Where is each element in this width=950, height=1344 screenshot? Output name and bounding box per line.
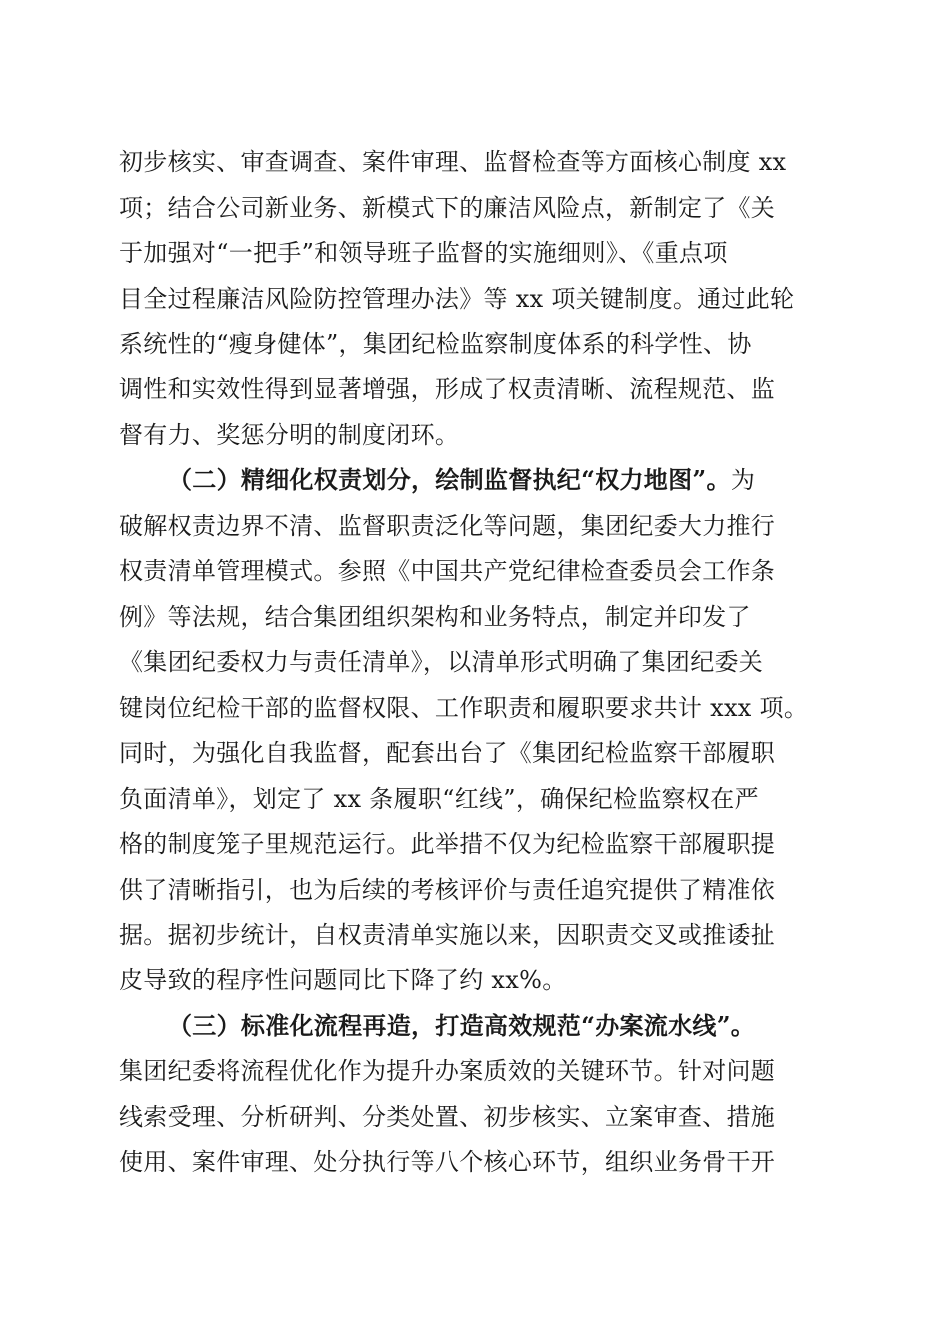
- paragraph-line: 供了清晰指引，也为后续的考核评价与责任追究提供了精准依: [119, 876, 776, 904]
- paragraph-line: 据。据初步统计，自权责清单实施以来，因职责交叉或推诿扯: [119, 921, 776, 949]
- paragraph-line: 线索受理、分析研判、分类处置、初步核实、立案审查、措施: [119, 1103, 776, 1131]
- paragraph-line: 初步核实、审查调查、案件审理、监督检查等方面核心制度 xx: [119, 148, 787, 176]
- section-heading-3: （三）标准化流程再造，打造高效规范“办案流水线”。: [168, 1011, 756, 1040]
- paragraph-line: 负面清单》，划定了 xx 条履职“红线”，确保纪检监察权在严: [119, 785, 759, 813]
- paragraph-line: 破解权责边界不清、监督职责泛化等问题，集团纪委大力推行: [119, 512, 776, 540]
- paragraph-line: 同时，为强化自我监督，配套出台了《集团纪检监察干部履职: [119, 739, 776, 767]
- paragraph-line: 系统性的“瘦身健体”，集团纪检监察制度体系的科学性、协: [119, 330, 752, 358]
- paragraph-line: 项；结合公司新业务、新模式下的廉洁风险点，新制定了《关: [119, 194, 776, 222]
- section-heading-2-title: （二）精细化权责划分，绘制监督执纪“权力地图”。: [168, 465, 731, 494]
- paragraph-line: 《集团纪委权力与责任清单》，以清单形式明确了集团纪委关: [119, 648, 764, 676]
- paragraph-line: 格的制度笼子里规范运行。此举措不仅为纪检监察干部履职提: [119, 830, 776, 858]
- section-heading-2: [168, 460, 755, 500]
- paragraph-line: 权责清单管理模式。参照《中国共产党纪律检查委员会工作条: [119, 557, 776, 585]
- paragraph-line: 于加强对“一把手”和领导班子监督的实施细则》、《重点项: [119, 239, 728, 267]
- paragraph-line: 例》等法规，结合集团组织架构和业务特点，制定并印发了: [119, 603, 751, 631]
- paragraph-line: 集团纪委将流程优化作为提升办案质效的关键环节。针对问题: [119, 1057, 776, 1085]
- paragraph-line: 目全过程廉洁风险防控管理办法》等 xx 项关键制度。通过此轮: [119, 285, 795, 313]
- paragraph-line: 使用、案件审理、处分执行等八个核心环节，组织业务骨干开: [119, 1148, 776, 1176]
- paragraph-line: 督有力、奖惩分明的制度闭环。: [119, 421, 460, 449]
- section-heading-2-continuation: 为: [730, 466, 756, 494]
- paragraph-line: 键岗位纪检干部的监督权限、工作职责和履职要求共计 xxx 项。: [119, 694, 809, 722]
- paragraph-line: 调性和实效性得到显著增强，形成了权责清晰、流程规范、监: [119, 375, 776, 403]
- paragraph-line: 皮导致的程序性问题同比下降了约 xx%。: [119, 966, 567, 994]
